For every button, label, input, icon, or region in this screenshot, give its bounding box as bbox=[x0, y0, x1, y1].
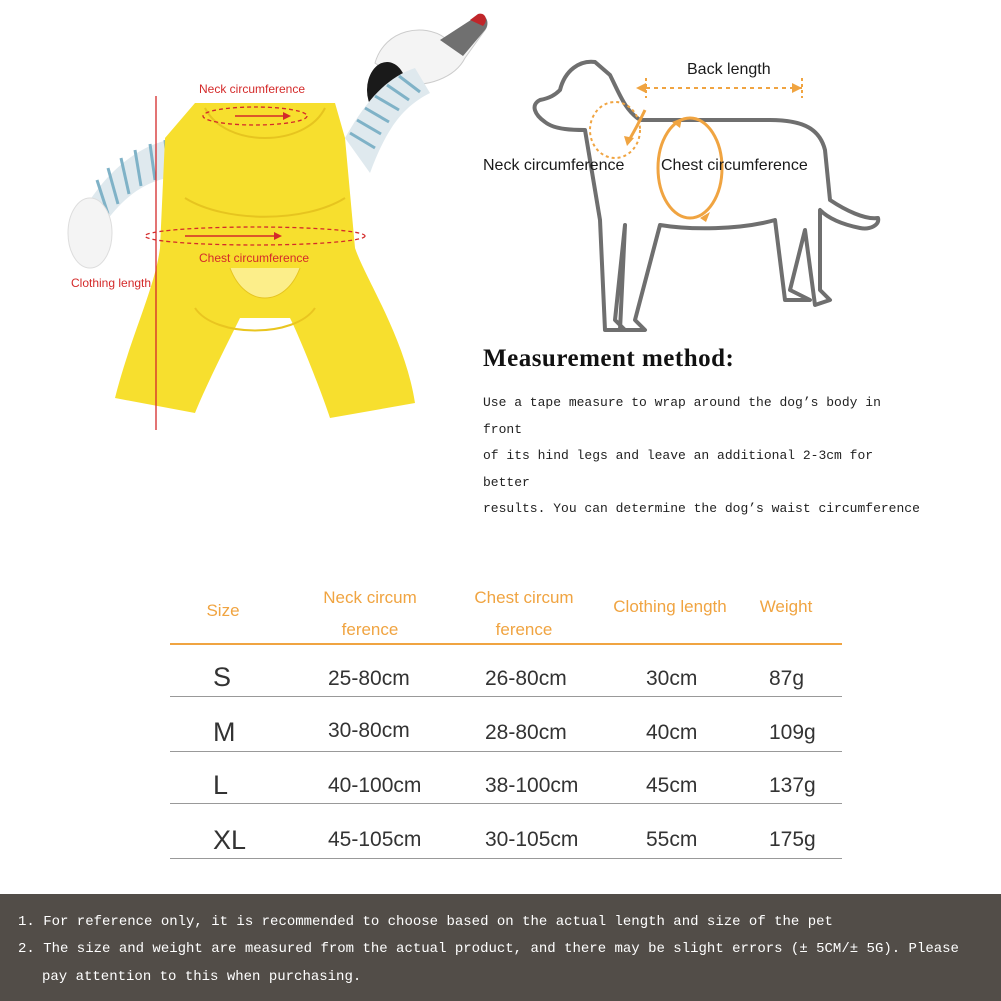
cell-length: 55cm bbox=[646, 828, 698, 851]
cell-chest: 28-80cm bbox=[485, 721, 567, 744]
cell-size: XL bbox=[213, 825, 247, 855]
header-chest bbox=[459, 582, 589, 646]
header-weight: Weight bbox=[759, 597, 813, 616]
cell-neck: 40-100cm bbox=[328, 774, 422, 797]
cell-neck: 45-105cm bbox=[328, 828, 422, 851]
header-size: Size bbox=[206, 601, 240, 620]
header-neck-line2: ference bbox=[341, 620, 399, 639]
dog-neck-label: Neck circumference bbox=[483, 157, 625, 174]
notes-footer bbox=[0, 894, 1001, 1001]
cell-chest: 30-105cm bbox=[485, 828, 579, 851]
garment-chest-label: Chest circumference bbox=[199, 251, 310, 265]
header-divider bbox=[170, 643, 842, 645]
cell-length: 30cm bbox=[646, 667, 698, 690]
cell-size: M bbox=[213, 717, 236, 747]
cell-weight: 137g bbox=[769, 774, 816, 797]
row-divider bbox=[170, 751, 842, 752]
header-chest-line1: Chest circum bbox=[474, 588, 574, 607]
note-2: 2. The size and weight are measured from the actual product, and there may be slight errors (± 5CM/± 5G). Please bbox=[18, 941, 959, 957]
method-title: Measurement method: bbox=[483, 345, 735, 372]
cell-neck: 30-80cm bbox=[328, 719, 410, 742]
garment-length-label: Clothing length bbox=[71, 276, 152, 290]
garment-neck-label: Neck circumference bbox=[199, 82, 306, 96]
cell-neck: 25-80cm bbox=[328, 667, 410, 690]
cell-weight: 175g bbox=[769, 828, 816, 851]
dog-chest-label: Chest circumference bbox=[661, 157, 808, 174]
cell-size: L bbox=[213, 770, 229, 800]
cell-length: 45cm bbox=[646, 774, 698, 797]
method-line: Use a tape measure to wrap around the dog’s body in front bbox=[483, 395, 881, 437]
method-line: results. You can determine the dog’s waist circumference bbox=[483, 501, 920, 516]
cell-size: S bbox=[213, 662, 232, 692]
method-line: of its hind legs and leave an additional 2-3cm for better bbox=[483, 448, 874, 490]
row-divider bbox=[170, 696, 842, 697]
cell-chest: 26-80cm bbox=[485, 667, 567, 690]
row-divider bbox=[170, 803, 842, 804]
note-2-continued: pay attention to this when purchasing. bbox=[42, 969, 362, 985]
header-length: Clothing length bbox=[613, 597, 727, 616]
note-1: 1. For reference only, it is recommended to choose based on the actual length and size of the pet bbox=[18, 914, 833, 930]
cell-chest: 38-100cm bbox=[485, 774, 579, 797]
header-chest-line2: ference bbox=[495, 620, 553, 639]
back-length-label: Back length bbox=[687, 61, 771, 78]
header-neck-line1: Neck circum bbox=[323, 588, 417, 607]
row-divider bbox=[170, 858, 842, 859]
cell-weight: 109g bbox=[769, 721, 816, 744]
header-neck bbox=[305, 582, 435, 646]
cell-length: 40cm bbox=[646, 721, 698, 744]
cell-weight: 87g bbox=[769, 667, 805, 690]
